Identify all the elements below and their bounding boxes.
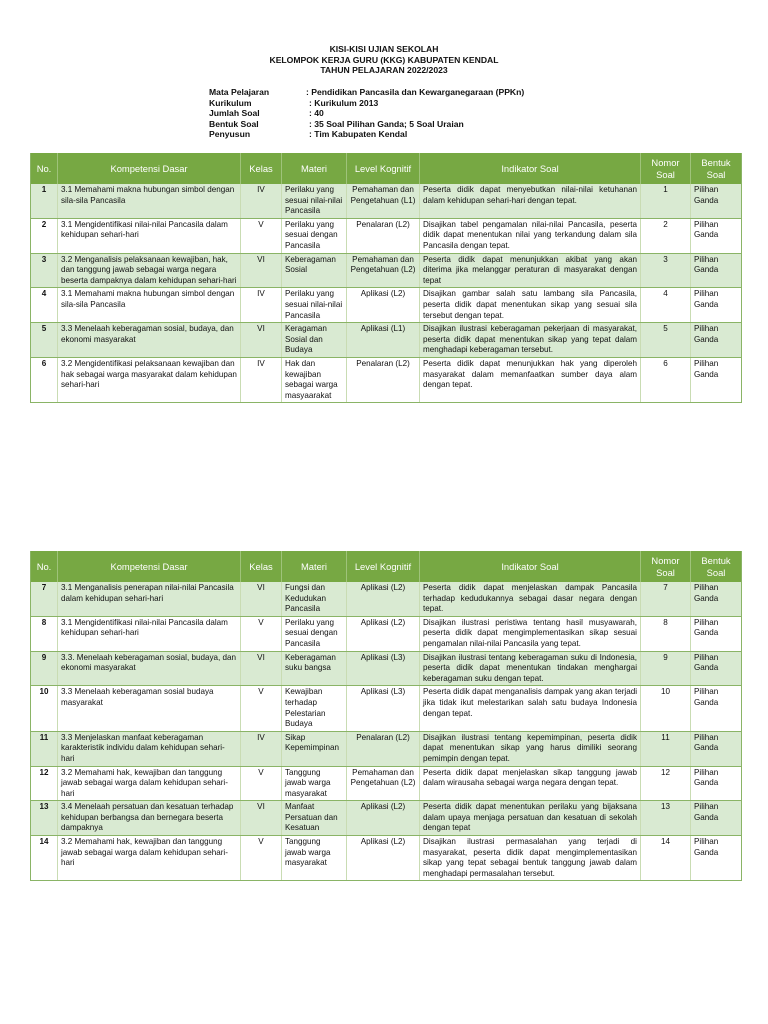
cell-materi: Keberagaman suku bangsa <box>282 651 347 686</box>
cell-indikator: Disajikan ilustrasi keberagaman pekerjaan di masyarakat, peserta didik dapat menentukan sikap yang tepat dalam menghadapi keberagaman tersebut. <box>420 323 641 358</box>
meta-row-curriculum <box>209 98 524 109</box>
col-header-materi: Materi <box>282 153 347 184</box>
cell-kelas: VI <box>241 651 282 686</box>
cell-materi: Sikap Kepemimpinan <box>282 731 347 766</box>
cell-no: 8 <box>31 616 58 651</box>
table-row <box>31 357 742 402</box>
header-year: TAHUN PELAJARAN 2022/2023 <box>320 65 448 75</box>
cell-kompetensi: 3.2 Menganalisis pelaksanaan kewajiban, hak, dan tanggung jawab sebagai warga negara beserta dampaknya dalam kehidupan sehari-hari <box>58 253 241 288</box>
cell-kompetensi: 3.1 Mengidentifikasi nilai-nilai Pancasila dalam kehidupan sehari-hari <box>58 616 241 651</box>
cell-no: 11 <box>31 731 58 766</box>
meta-value: : Pendidikan Pancasila dan Kewarganegaraan (PPKn) <box>306 87 525 97</box>
cell-no: 9 <box>31 651 58 686</box>
cell-kompetensi: 3.1 Memahami makna hubungan simbol dengan sila-sila Pancasila <box>58 288 241 323</box>
cell-level: Aplikasi (L2) <box>347 288 420 323</box>
col-header-bentuk: Bentuk Soal <box>691 153 742 184</box>
cell-no: 10 <box>31 686 58 731</box>
cell-indikator: Peserta didik dapat menganalisis dampak yang akan terjadi jika tidak ikut melestarikan salah satu budaya Indonesia dengan tepat. <box>420 686 641 731</box>
cell-bentuk: Pilihan Ganda <box>691 651 742 686</box>
cell-kelas: V <box>241 836 282 881</box>
document-header <box>0 44 768 76</box>
col-header-kompetensi: Kompetensi Dasar <box>58 153 241 184</box>
cell-level: Aplikasi (L1) <box>347 323 420 358</box>
cell-indikator: Peserta didik dapat menyebutkan nilai-nilai ketuhanan dalam kehidupan sehari-hari dengan tepat. <box>420 184 641 218</box>
cell-indikator: Disajikan ilustrasi tentang kepemimpinan, peserta didik dapat menentukan sikap yang harus dimiliki seorang pemimpin dengan tepat. <box>420 731 641 766</box>
cell-nomor: 14 <box>641 836 691 881</box>
cell-kelas: V <box>241 616 282 651</box>
cell-indikator: Peserta didik dapat menjelaskan dampak Pancasila terhadap kedudukannya sebagai dasar negara dengan tepat. <box>420 582 641 616</box>
header-subtitle: KELOMPOK KERJA GURU (KKG) KABUPATEN KENDAL <box>269 54 499 65</box>
col-header-indikator: Indikator Soal <box>420 551 641 582</box>
cell-nomor: 3 <box>641 253 691 288</box>
col-header-materi: Materi <box>282 551 347 582</box>
cell-materi: Perilaku yang sesuai dengan Pancasila <box>282 218 347 253</box>
table-row <box>31 616 742 651</box>
cell-kelas: VI <box>241 323 282 358</box>
table-header-row <box>31 551 742 582</box>
cell-indikator: Peserta didik dapat menjelaskan sikap tanggung jawab dalam wirausaha sebagai warga negara dengan tepat. <box>420 766 641 801</box>
meta-value: : Kurikulum 2013 <box>309 97 379 108</box>
cell-materi: Perilaku yang sesuai dengan Pancasila <box>282 616 347 651</box>
cell-nomor: 10 <box>641 686 691 731</box>
table-row <box>31 218 742 253</box>
cell-level: Pemahaman dan Pengetahuan (L2) <box>347 253 420 288</box>
cell-no: 12 <box>31 766 58 801</box>
cell-level: Aplikasi (L2) <box>347 616 420 651</box>
cell-kelas: VI <box>241 801 282 836</box>
cell-indikator: Peserta didik dapat menunjukkan akibat yang akan diterima jika melanggar peraturan di masyarakat dengan tepat <box>420 253 641 288</box>
cell-kelas: V <box>241 766 282 801</box>
cell-no: 1 <box>31 184 58 218</box>
cell-level: Aplikasi (L3) <box>347 651 420 686</box>
cell-bentuk: Pilihan Ganda <box>691 686 742 731</box>
cell-no: 14 <box>31 836 58 881</box>
cell-nomor: 4 <box>641 288 691 323</box>
table-row <box>31 582 742 616</box>
cell-materi: Perilaku yang sesuai nilai-nilai Pancasila <box>282 184 347 218</box>
header-title: KISI-KISI UJIAN SEKOLAH <box>329 44 439 54</box>
table-row <box>31 323 742 358</box>
meta-label: Kurikulum <box>209 97 252 108</box>
table-row <box>31 253 742 288</box>
cell-level: Pemahaman dan Pengetahuan (L2) <box>347 766 420 801</box>
cell-indikator: Peserta didik dapat menunjukkan hak yang diperoleh masyarakat dalam memanfaatkan sumber daya alam dengan tepat. <box>420 357 641 402</box>
cell-materi: Keragaman Sosial dan Budaya <box>282 323 347 358</box>
cell-materi: Perilaku yang sesuai nilai-nilai Pancasila <box>282 288 347 323</box>
cell-kelas: IV <box>241 357 282 402</box>
table-header-row <box>31 153 742 184</box>
col-header-kelas: Kelas <box>241 551 282 582</box>
kisi-table-2 <box>30 551 742 881</box>
col-header-level: Level Kognitif <box>347 153 420 184</box>
col-header-no: No. <box>31 551 58 582</box>
cell-nomor: 7 <box>641 582 691 616</box>
cell-nomor: 11 <box>641 731 691 766</box>
cell-kompetensi: 3.3 Menelaah keberagaman sosial budaya masyarakat <box>58 686 241 731</box>
table-row <box>31 686 742 731</box>
cell-nomor: 12 <box>641 766 691 801</box>
cell-kelas: VI <box>241 253 282 288</box>
meta-label: Mata Pelajaran <box>209 87 270 97</box>
cell-kompetensi: 3.1 Menganalisis penerapan nilai-nilai Pancasila dalam kehidupan sehari-hari <box>58 582 241 616</box>
cell-no: 6 <box>31 357 58 402</box>
col-header-kelas: Kelas <box>241 153 282 184</box>
cell-indikator: Disajikan tabel pengamalan nilai-nilai Pancasila, peserta didik dapat menentukan nilai yang terkandung dalam sila Pancasila dengan tepat. <box>420 218 641 253</box>
cell-bentuk: Pilihan Ganda <box>691 801 742 836</box>
cell-kompetensi: 3.3 Menelaah keberagaman sosial, budaya, dan ekonomi masyarakat <box>58 323 241 358</box>
cell-kelas: IV <box>241 288 282 323</box>
cell-indikator: Disajikan gambar salah satu lambang sila Pancasila, peserta didik dapat menentukan sikap yang sesuai sila tersebut dengan tepat. <box>420 288 641 323</box>
table-row <box>31 731 742 766</box>
cell-level: Aplikasi (L2) <box>347 801 420 836</box>
cell-indikator: Disajikan ilustrasi permasalahan yang terjadi di masyarakat, peserta didik dapat mengimplementasikan sikap yang tepat sebagai bentuk tanggung jawab dalam menghadapi permasalahan tersebut. <box>420 836 641 881</box>
cell-materi: Kewajiban terhadap Pelestarian Budaya <box>282 686 347 731</box>
meta-row-author <box>209 129 524 140</box>
cell-no: 7 <box>31 582 58 616</box>
cell-no: 2 <box>31 218 58 253</box>
cell-kompetensi: 3.1 Memahami makna hubungan simbol dengan sila-sila Pancasila <box>58 184 241 218</box>
cell-bentuk: Pilihan Ganda <box>691 357 742 402</box>
cell-level: Penalaran (L2) <box>347 357 420 402</box>
cell-bentuk: Pilihan Ganda <box>691 323 742 358</box>
table-row <box>31 836 742 881</box>
cell-kelas: IV <box>241 731 282 766</box>
meta-label: Jumlah Soal <box>209 108 260 118</box>
table-row <box>31 766 742 801</box>
cell-bentuk: Pilihan Ganda <box>691 184 742 218</box>
cell-bentuk: Pilihan Ganda <box>691 218 742 253</box>
table-row <box>31 184 742 218</box>
cell-level: Penalaran (L2) <box>347 731 420 766</box>
cell-nomor: 8 <box>641 616 691 651</box>
cell-bentuk: Pilihan Ganda <box>691 766 742 801</box>
meta-value: : Tim Kabupaten Kendal <box>309 129 408 139</box>
cell-kompetensi: 3.1 Mengidentifikasi nilai-nilai Pancasila dalam kehidupan sehari-hari <box>58 218 241 253</box>
cell-nomor: 9 <box>641 651 691 686</box>
cell-nomor: 1 <box>641 184 691 218</box>
col-header-indikator: Indikator Soal <box>420 153 641 184</box>
cell-kelas: VI <box>241 582 282 616</box>
table-row <box>31 801 742 836</box>
exam-meta <box>209 87 524 140</box>
col-header-nomor: Nomor Soal <box>641 551 691 582</box>
meta-label: Penyusun <box>209 129 251 139</box>
kisi-table-1 <box>30 153 742 403</box>
cell-no: 4 <box>31 288 58 323</box>
cell-no: 5 <box>31 323 58 358</box>
cell-kelas: V <box>241 218 282 253</box>
meta-value: : 35 Soal Pilihan Ganda; 5 Soal Uraian <box>309 118 464 129</box>
col-header-nomor: Nomor Soal <box>641 153 691 184</box>
cell-indikator: Peserta didik dapat menentukan perilaku yang bijaksana dalam upaya menjaga persatuan dan kesatuan di sekolah dengan tepat <box>420 801 641 836</box>
cell-kompetensi: 3.2 Memahami hak, kewajiban dan tanggung jawab sebagai warga dalam kehidupan sehari-hari <box>58 766 241 801</box>
cell-bentuk: Pilihan Ganda <box>691 836 742 881</box>
cell-nomor: 5 <box>641 323 691 358</box>
cell-kompetensi: 3.3 Menjelaskan manfaat keberagaman karakteristik individu dalam kehidupan sehari-hari <box>58 731 241 766</box>
cell-kompetensi: 3.2 Memahami hak, kewajiban dan tanggung jawab sebagai warga dalam kehidupan sehari-hari <box>58 836 241 881</box>
cell-kelas: IV <box>241 184 282 218</box>
cell-bentuk: Pilihan Ganda <box>691 253 742 288</box>
meta-value: : 40 <box>309 108 324 118</box>
cell-nomor: 13 <box>641 801 691 836</box>
meta-row-question-type <box>209 119 524 130</box>
cell-bentuk: Pilihan Ganda <box>691 288 742 323</box>
cell-no: 13 <box>31 801 58 836</box>
cell-no: 3 <box>31 253 58 288</box>
col-header-kompetensi: Kompetensi Dasar <box>58 551 241 582</box>
cell-materi: Fungsi dan Kedudukan Pancasila <box>282 582 347 616</box>
meta-label: Bentuk Soal <box>209 118 259 129</box>
cell-bentuk: Pilihan Ganda <box>691 616 742 651</box>
cell-materi: Manfaat Persatuan dan Kesatuan <box>282 801 347 836</box>
meta-row-question-count <box>209 108 524 119</box>
cell-materi: Keberagaman Sosial <box>282 253 347 288</box>
meta-row-subject <box>209 87 524 98</box>
cell-level: Pemahaman dan Pengetahuan (L1) <box>347 184 420 218</box>
cell-nomor: 6 <box>641 357 691 402</box>
cell-indikator: Disajikan ilustrasi peristiwa tentang hasil musyawarah, peserta didik dapat mengimplementasikan sikap sesuai pengamalan nilai-nilai Pancasila yang tepat. <box>420 616 641 651</box>
table-row <box>31 288 742 323</box>
cell-bentuk: Pilihan Ganda <box>691 582 742 616</box>
cell-kelas: V <box>241 686 282 731</box>
cell-kompetensi: 3.4 Menelaah persatuan dan kesatuan terhadap kehidupan berbangsa dan bernegara beserta dampaknya <box>58 801 241 836</box>
cell-level: Penalaran (L2) <box>347 218 420 253</box>
cell-materi: Tanggung jawab warga masyarakat <box>282 766 347 801</box>
cell-kompetensi: 3.2 Mengidentifikasi pelaksanaan kewajiban dan hak sebagai warga masyarakat dalam kehidupan sehari-hari <box>58 357 241 402</box>
cell-nomor: 2 <box>641 218 691 253</box>
cell-level: Aplikasi (L2) <box>347 836 420 881</box>
cell-level: Aplikasi (L2) <box>347 582 420 616</box>
cell-bentuk: Pilihan Ganda <box>691 731 742 766</box>
cell-level: Aplikasi (L3) <box>347 686 420 731</box>
col-header-level: Level Kognitif <box>347 551 420 582</box>
cell-indikator: Disajikan ilustrasi tentang keberagaman suku di Indonesia, peserta didik dapat menentukan tindakan menghargai keberagaman suku dengan tepat. <box>420 651 641 686</box>
cell-kompetensi: 3.3. Menelaah keberagaman sosial, budaya, dan ekonomi masyarakat <box>58 651 241 686</box>
table-row <box>31 651 742 686</box>
cell-materi: Tanggung jawab warga masyarakat <box>282 836 347 881</box>
cell-materi: Hak dan kewajiban sebagai warga masyaarakat <box>282 357 347 402</box>
col-header-bentuk: Bentuk Soal <box>691 551 742 582</box>
col-header-no: No. <box>31 153 58 184</box>
